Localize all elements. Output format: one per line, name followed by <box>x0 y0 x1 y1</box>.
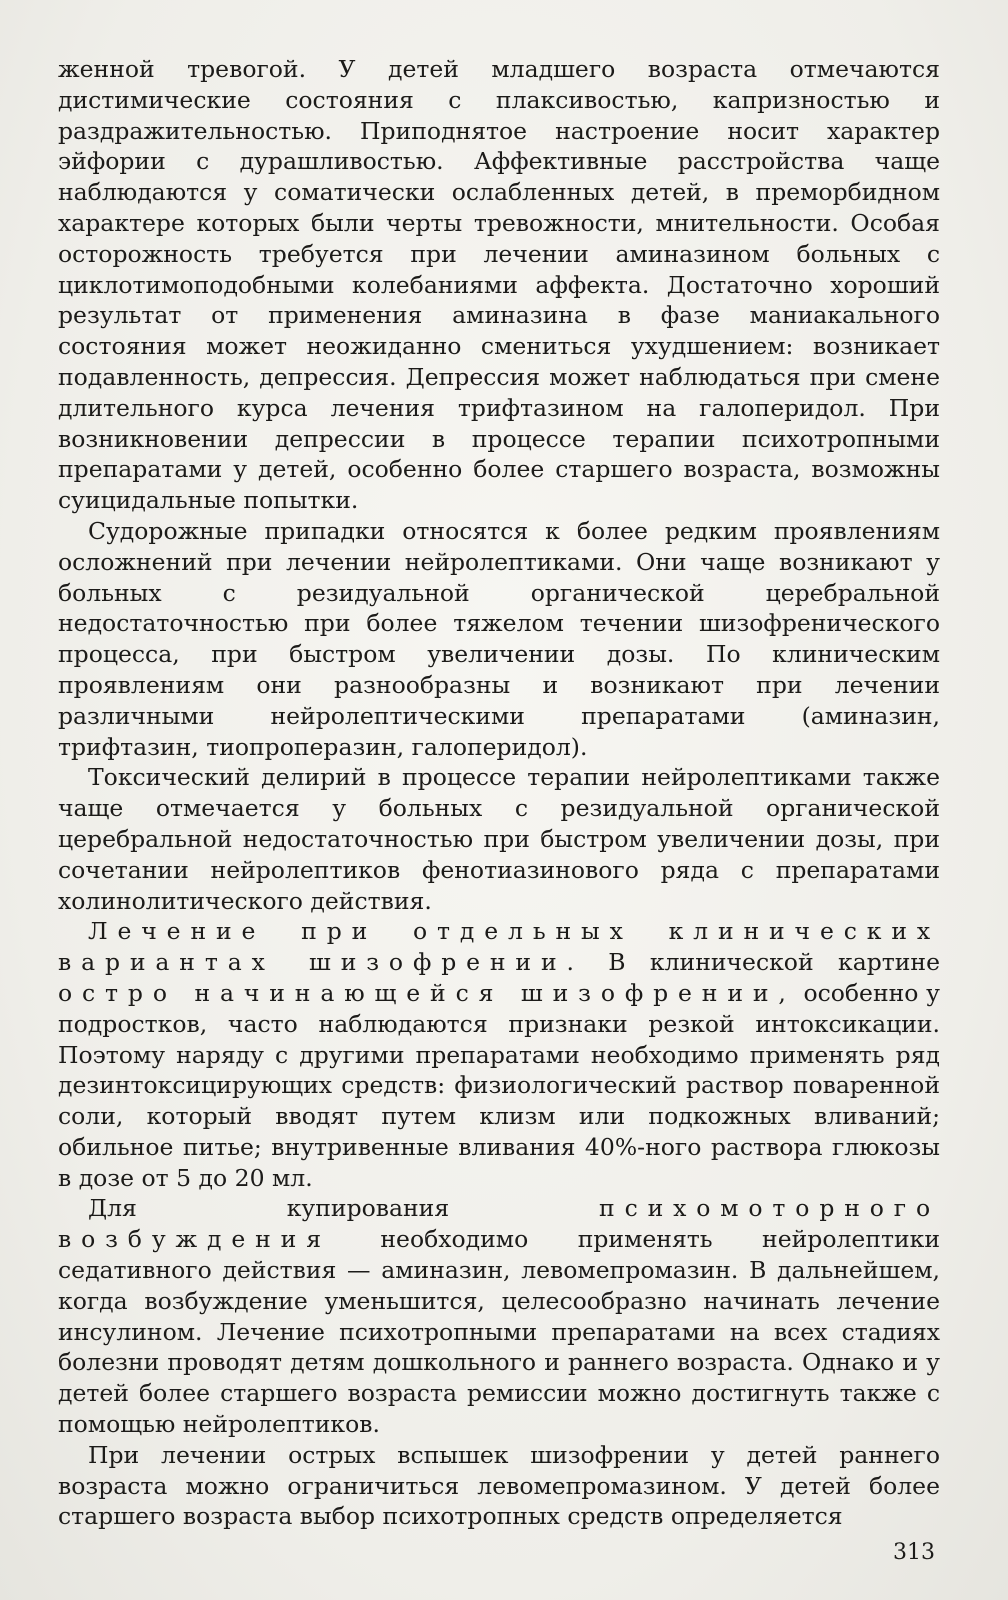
paragraph-text-part: необходимо применять нейролептики седативного действия — аминазин, левомепромазин. В дальнейшем, когда возбуждение уменьшится, целесообразно начинать лечение инсулином. Лечение психотропными препаратами на всех стадиях болезни проводят детям дошкольного и раннего возраста. Однако и у детей более старшего возраста ремиссии можно достигнуть также с помощью нейролептиков. <box>58 1225 940 1439</box>
body-text <box>58 54 940 1532</box>
paragraph-text-part: В клинической картине <box>583 948 940 977</box>
paragraph-psychomotor-agitation <box>58 1193 940 1439</box>
spaced-heading-treatment: Лечение при отдельных клинических вариантах шизофрении. <box>58 917 940 977</box>
paragraph-acute-outbreaks: При лечении острых вспышек шизофрении у детей раннего возраста можно ограничиться левомепромазином. У детей более старшего возраста выбор психотропных средств определяется <box>58 1440 940 1531</box>
paragraph-treatment-variants <box>58 916 940 1193</box>
page-number: 313 <box>893 1540 935 1565</box>
paragraph-convulsive-seizures: Судорожные припадки относятся к более редким проявлениям осложнений при лечении нейролептиками. Они чаще возникают у больных с резидуальной органической церебральной недостаточностью при более тяжелом течении шизофренического процесса, при быстром увеличении дозы. По клиническим проявлениям они разнообразны и возникают при лечении различными нейролептическими препаратами (аминазин, трифтазин, тиопроперазин, галоперидол). <box>58 516 940 761</box>
spaced-term-agitation: психомоторного возбуждения <box>58 1194 940 1254</box>
paragraph-toxic-delirium: Токсический делирий в процессе терапии нейролептиками также чаще отмечается у больных с резидуальной органической церебральной недостаточностью при быстром увеличении дозы, при сочетании нейролептиков фенотиазинового ряда с препаратами холинолитического действия. <box>58 763 940 915</box>
paragraph-text-part: особенно у подростков, часто наблюдаются признаки резкой интоксикации. Поэтому наряду с другими препаратами необходимо применять ряд дезинтоксицирующих средств: физиологический раствор поваренной соли, который вводят путем клизм или подкожных вливаний; обильное питье; внутривенные вливания 40%-ного раствора глюкозы в дозе от 5 до 20 мл. <box>58 978 940 1192</box>
paragraph-affective-disorders: женной тревогой. У детей младшего возраста отмечаются дистимические состояния с плаксивостью, капризностью и раздражительностью. Приподнятое настроение носит характер эйфории с дурашливостью. Аффективные расстройства чаще наблюдаются у соматически ослабленных детей, в преморбидном характере которых были черты тревожности, мнительности. Особая осторожность требуется при лечении аминазином больных с циклотимоподобными колебаниями аффекта. Достаточно хороший результат от применения аминазина в фазе маниакального состояния может неожиданно смениться ухудшением: возникает подавленность, депрессия. Депрессия может наблюдаться при смене длительного курса лечения трифтазином на галоперидол. При возникновении депрессии в процессе терапии психотропными препаратами у детей, особенно более старшего возраста, возможны суицидальные попытки. <box>58 55 940 515</box>
spaced-term-acute-onset: остро начинающейся шизофрении, <box>58 978 796 1007</box>
paragraph-text-part: Для купирования <box>88 1194 600 1223</box>
